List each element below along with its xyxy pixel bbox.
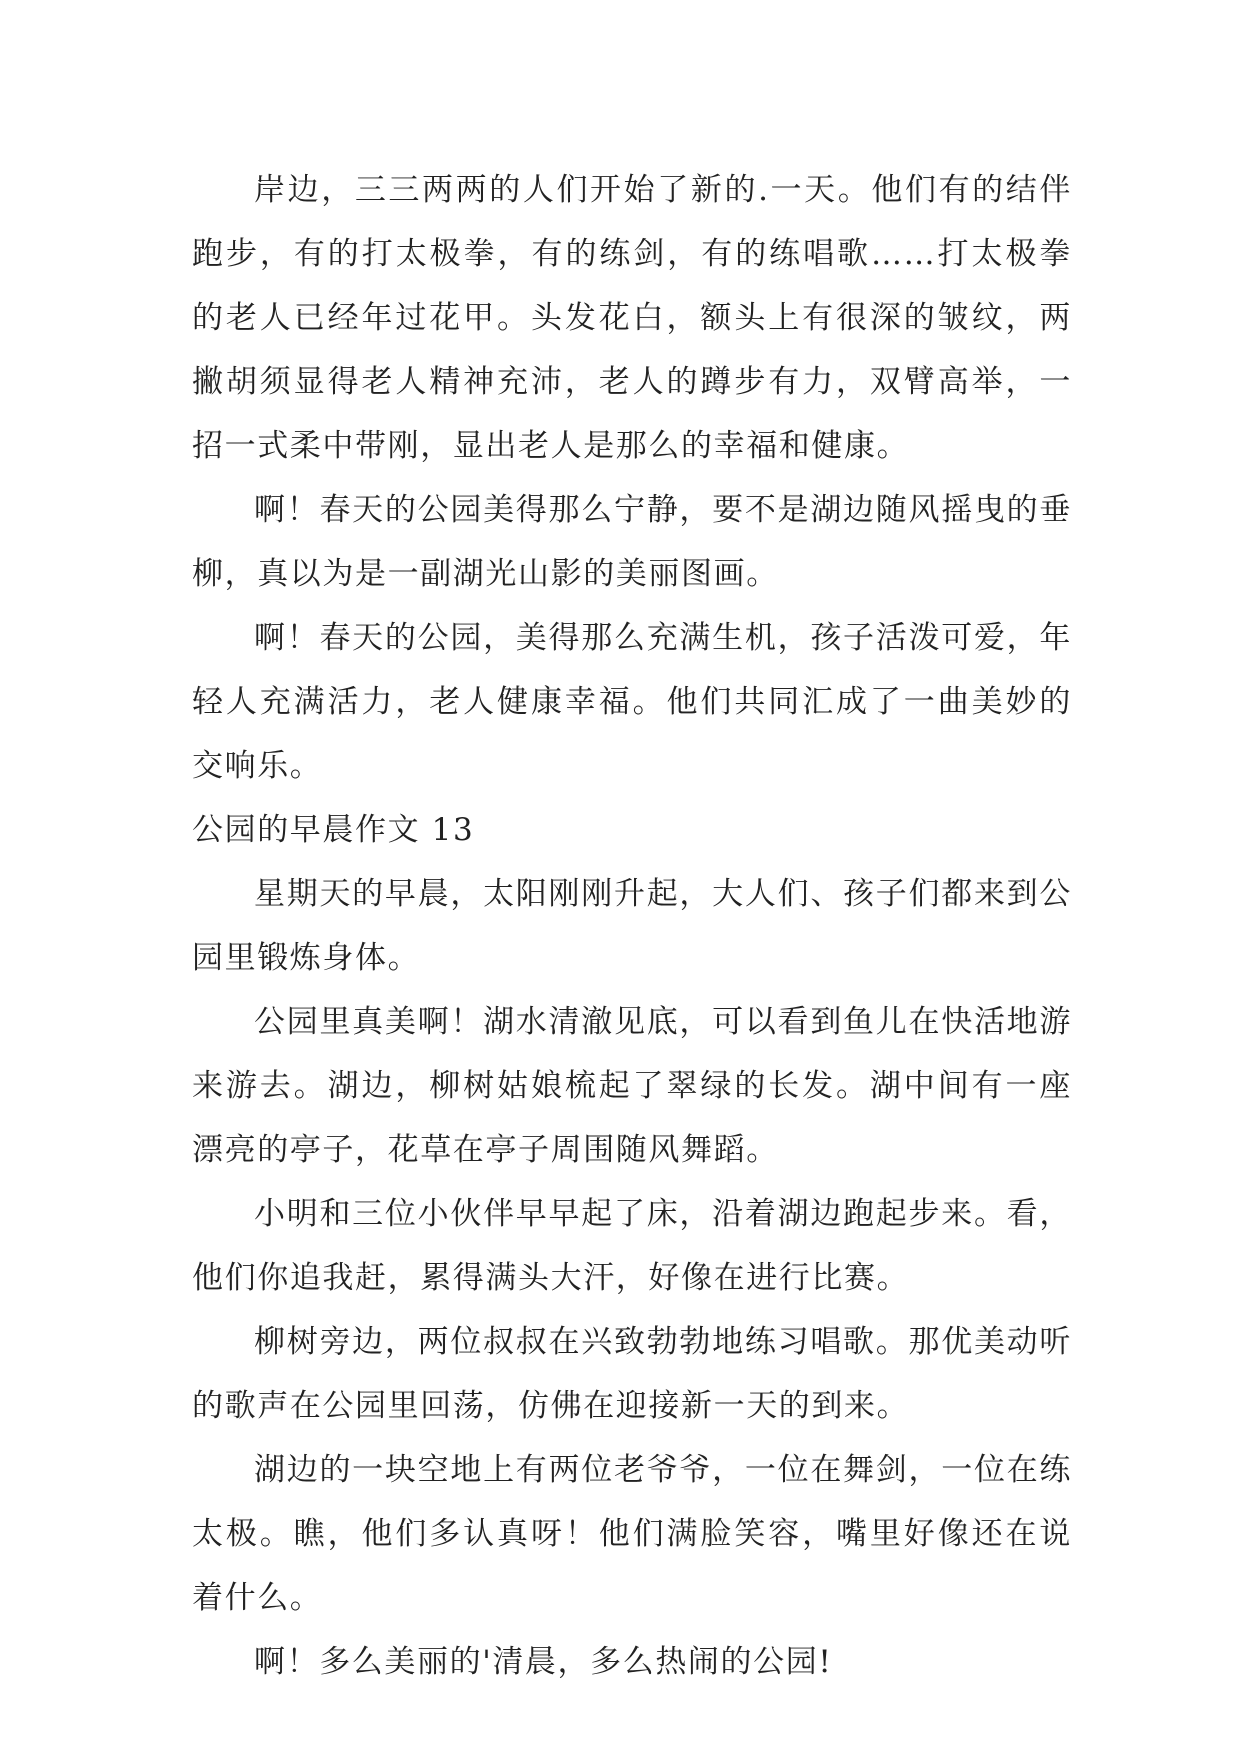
paragraph: 湖边的一块空地上有两位老爷爷，一位在舞剑，一位在练太极。瞧，他们多认真呀！他们满脸笑容，嘴里好像还在说着什么。 [192,1452,1072,1616]
paragraph: 柳树旁边，两位叔叔在兴致勃勃地练习唱歌。那优美动听的歌声在公园里回荡，仿佛在迎接新一天的到来。 [192,1324,1072,1424]
paragraph: 小明和三位小伙伴早早起了床，沿着湖边跑起步来。看，他们你追我赶，累得满头大汗，好像在进行比赛。 [192,1196,1072,1296]
paragraph: 岸边，三三两两的人们开始了新的.一天。他们有的结伴跑步，有的打太极拳，有的练剑，有的练唱歌……打太极拳的老人已经年过花甲。头发花白，额头上有很深的皱纹，两撇胡须显得老人精神充沛，老人的蹲步有力，双臂高举，一招一式柔中带刚，显出老人是那么的幸福和健康。 [192,172,1072,464]
paragraph: 啊！春天的公园，美得那么充满生机，孩子活泼可爱，年轻人充满活力，老人健康幸福。他们共同汇成了一曲美妙的交响乐。 [192,620,1072,784]
paragraph: 啊！春天的公园美得那么宁静，要不是湖边随风摇曳的垂柳，真以为是一副湖光山影的美丽图画。 [192,492,1072,592]
paragraph: 啊！多么美丽的'清晨，多么热闹的公园! [254,1644,833,1680]
paragraph: 星期天的早晨，太阳刚刚升起，大人们、孩子们都来到公园里锻炼身体。 [192,876,1072,976]
paragraph: 公园里真美啊！湖水清澈见底，可以看到鱼儿在快活地游来游去。湖边，柳树姑娘梳起了翠绿的长发。湖中间有一座漂亮的亭子，花草在亭子周围随风舞蹈。 [192,1004,1072,1168]
document-body [192,158,1072,1694]
section-title: 公园的早晨作文 13 [192,812,475,848]
